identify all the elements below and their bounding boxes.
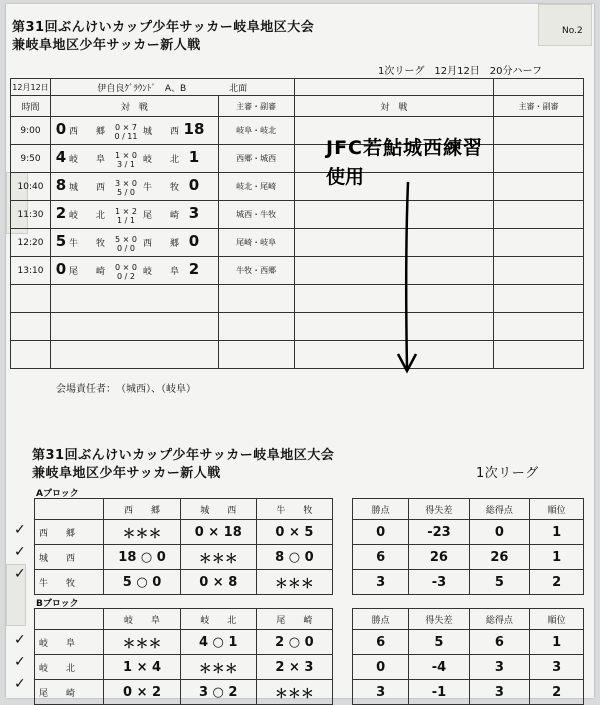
points-cell: 0 [353, 520, 409, 545]
result-cell: 8 ○ 0 [256, 545, 332, 570]
result-cell: 0 × 8 [180, 570, 256, 595]
check-mark-icon: ✓ [14, 676, 26, 692]
result-cell: 0 × 2 [104, 680, 180, 705]
match-cell [50, 201, 218, 229]
ref2-cell [494, 145, 584, 173]
page-number: No.2 [562, 26, 583, 36]
score-away: 2 [188, 260, 200, 279]
score-home: 0 [55, 260, 67, 279]
score-home: 4 [55, 148, 67, 167]
team-home: 牛 牧 [68, 239, 105, 250]
venue-name: 伊自良ｸﾞﾗｳﾝﾄﾞ A、B [97, 83, 187, 94]
result-cell: 4 ○ 1 [180, 630, 256, 655]
team-away: 岐 北 [142, 155, 179, 166]
half-score-1: 1 × 2 [114, 206, 137, 216]
referee-cell: 岐北・尾崎 [218, 173, 294, 201]
score-away: 0 [188, 176, 200, 195]
schedule-row [11, 173, 584, 201]
result-cell: 3 ○ 2 [180, 680, 256, 705]
schedule-row [11, 145, 584, 173]
team-home: 岐 阜 [68, 155, 105, 166]
team-away: 牛 牧 [142, 183, 179, 194]
result-cell: 5 ○ 0 [104, 570, 180, 595]
half-scores [109, 179, 143, 197]
title-line-2: 兼岐阜地区少年サッカー新人戦 [12, 38, 201, 53]
ref2-cell [494, 201, 584, 229]
league-info: 1次リーグ 12月12日 20分ハーフ [378, 66, 543, 77]
half-score-1: 3 × 0 [114, 178, 137, 188]
schedule-row [11, 285, 584, 313]
team-name: 尾 崎 [35, 680, 104, 705]
rank-cell: 2 [530, 680, 584, 705]
team-name: 牛 牧 [35, 570, 104, 595]
team-name: 岐 北 [35, 655, 104, 680]
result-cell: 0 × 5 [256, 520, 332, 545]
score-away: 3 [188, 204, 200, 223]
score-away: 18 [183, 120, 205, 139]
half-score-1: 0 × 7 [114, 122, 137, 132]
handwritten-note-2: 使用 [326, 166, 365, 188]
rank-cell: 2 [530, 570, 584, 595]
goals-for-cell: 3 [469, 655, 530, 680]
team-header: 尾 崎 [256, 609, 332, 630]
result-cell: ＊＊＊ [256, 680, 332, 705]
team-name: 西 郷 [35, 520, 104, 545]
goals-for-cell: 3 [469, 680, 530, 705]
half-score-1: 0 × 0 [114, 262, 137, 272]
goal-diff-cell: -3 [409, 570, 470, 595]
schedule-row [11, 257, 584, 285]
ref2-cell [494, 229, 584, 257]
venue-cell [50, 79, 294, 96]
ref2-cell [494, 117, 584, 145]
goals-for-cell: 5 [469, 570, 530, 595]
result-cell: ＊＊＊ [256, 570, 332, 595]
team-name: 岐 阜 [35, 630, 104, 655]
match-cell [50, 145, 218, 173]
handwritten-note-1: JFC若鮎城西練習 [326, 137, 483, 159]
match-cell [50, 257, 218, 285]
goals-for-cell: 0 [469, 520, 530, 545]
stat-header: 総得点 [469, 499, 530, 520]
time-cell: 13:10 [11, 257, 51, 285]
team-header: 城 西 [180, 499, 256, 520]
result-cell: 0 × 18 [180, 520, 256, 545]
goal-diff-cell: -23 [409, 520, 470, 545]
team-away: 尾 崎 [142, 211, 179, 222]
points-cell: 3 [353, 680, 409, 705]
match-cell [50, 173, 218, 201]
half-scores [109, 263, 143, 281]
referee-cell: 牛牧・西郷 [218, 257, 294, 285]
standings-title-2: 兼岐阜地区少年サッカー新人戦 [32, 466, 221, 481]
rank-cell: 3 [530, 655, 584, 680]
team-header: 岐 阜 [104, 609, 180, 630]
points-cell: 3 [353, 570, 409, 595]
tape-strip [538, 4, 592, 46]
stat-header: 得失差 [409, 609, 470, 630]
score-home: 8 [55, 176, 67, 195]
points-cell: 6 [353, 630, 409, 655]
result-cell: 2 × 3 [256, 655, 332, 680]
check-mark-icon: ✓ [14, 544, 26, 560]
date-cell: 12月12日 [11, 79, 51, 96]
stat-header: 得失差 [409, 499, 470, 520]
time-cell: 10:40 [11, 173, 51, 201]
half-score-2: 5 / 0 [116, 187, 135, 197]
time-cell: 12:20 [11, 229, 51, 257]
rank-cell: 1 [530, 630, 584, 655]
stat-header: 勝点 [353, 609, 409, 630]
team-home: 尾 崎 [68, 267, 105, 278]
team-away: 西 郷 [142, 239, 179, 250]
match-cell [50, 117, 218, 145]
half-score-2: 0 / 2 [116, 271, 135, 281]
result-cell: ＊＊＊ [180, 655, 256, 680]
team-header: 牛 牧 [256, 499, 332, 520]
goal-diff-cell: -4 [409, 655, 470, 680]
col-match2-header: 対 戦 [294, 96, 494, 117]
goal-diff-cell: 26 [409, 545, 470, 570]
points-cell: 6 [353, 545, 409, 570]
team-header: 岐 北 [180, 609, 256, 630]
check-mark-icon: ✓ [14, 522, 26, 538]
half-scores [109, 151, 143, 169]
half-score-2: 1 / 1 [116, 215, 135, 225]
schedule-row [11, 313, 584, 341]
stat-header: 総得点 [469, 609, 530, 630]
schedule-row [11, 201, 584, 229]
paper-sheet [6, 4, 594, 702]
referee-cell: 岐阜・岐北 [218, 117, 294, 145]
result-cell: ＊＊＊ [104, 520, 180, 545]
goals-for-cell: 26 [469, 545, 530, 570]
title-line-1: 第31回ぶんけいカップ少年サッカー岐阜地区大会 [12, 20, 315, 35]
standings-table [34, 608, 584, 705]
team-home: 西 郷 [68, 127, 105, 138]
goal-diff-cell: 5 [409, 630, 470, 655]
check-mark-icon: ✓ [14, 654, 26, 670]
half-score-2: 3 / 1 [116, 159, 135, 169]
result-cell: 1 × 4 [104, 655, 180, 680]
schedule-row [11, 341, 584, 369]
schedule-row [11, 229, 584, 257]
ref2-cell [494, 257, 584, 285]
venue-manager: 会場責任者： （城西）、（岐阜） [56, 384, 196, 395]
team-away: 城 西 [142, 127, 179, 138]
team-away: 岐 阜 [142, 267, 179, 278]
check-mark-icon: ✓ [14, 566, 26, 582]
schedule-row [11, 117, 584, 145]
result-cell: ＊＊＊ [104, 630, 180, 655]
field-label: 北面 [229, 83, 248, 94]
result-cell: ＊＊＊ [180, 545, 256, 570]
check-mark-icon: ✓ [14, 632, 26, 648]
score-home: 0 [55, 120, 67, 139]
half-scores [109, 123, 143, 141]
score-away: 1 [188, 148, 200, 167]
points-cell: 0 [353, 655, 409, 680]
stat-header: 順位 [530, 499, 584, 520]
half-score-1: 1 × 0 [114, 150, 137, 160]
stat-header: 勝点 [353, 499, 409, 520]
standings-league: 1次リーグ [476, 466, 539, 481]
team-home: 岐 北 [68, 211, 105, 222]
team-home: 城 西 [68, 183, 105, 194]
goals-for-cell: 6 [469, 630, 530, 655]
block-b-label: Bブロック [36, 599, 79, 609]
referee-cell: 城西・牛牧 [218, 201, 294, 229]
team-name: 城 西 [35, 545, 104, 570]
half-score-2: 0 / 11 [114, 131, 138, 141]
half-score-2: 0 / 0 [116, 243, 135, 253]
goal-diff-cell: -1 [409, 680, 470, 705]
standings-title-1: 第31回ぶんけいカップ少年サッカー岐阜地区大会 [32, 448, 335, 463]
rank-cell: 1 [530, 520, 584, 545]
match-cell [50, 229, 218, 257]
referee-cell: 西郷・城西 [218, 145, 294, 173]
col-match-header: 対 戦 [50, 96, 218, 117]
down-arrow-icon [392, 178, 422, 378]
col-ref2-header: 主審・副審 [494, 96, 584, 117]
standings-table [34, 498, 584, 595]
score-away: 0 [188, 232, 200, 251]
score-home: 2 [55, 204, 67, 223]
team-header: 西 郷 [104, 499, 180, 520]
col-ref-header: 主審・副審 [218, 96, 294, 117]
col-time-header: 時間 [11, 96, 51, 117]
block-a-label: Aブロック [36, 489, 79, 499]
time-cell: 11:30 [11, 201, 51, 229]
half-scores [109, 207, 143, 225]
stat-header: 順位 [530, 609, 584, 630]
time-cell: 9:00 [11, 117, 51, 145]
rank-cell: 1 [530, 545, 584, 570]
ref2-cell [494, 173, 584, 201]
referee-cell: 尾崎・岐阜 [218, 229, 294, 257]
score-home: 5 [55, 232, 67, 251]
half-scores [109, 235, 143, 253]
half-score-1: 5 × 0 [114, 234, 137, 244]
result-cell: 2 ○ 0 [256, 630, 332, 655]
schedule-table [10, 78, 584, 369]
result-cell: 18 ○ 0 [104, 545, 180, 570]
time-cell: 9:50 [11, 145, 51, 173]
